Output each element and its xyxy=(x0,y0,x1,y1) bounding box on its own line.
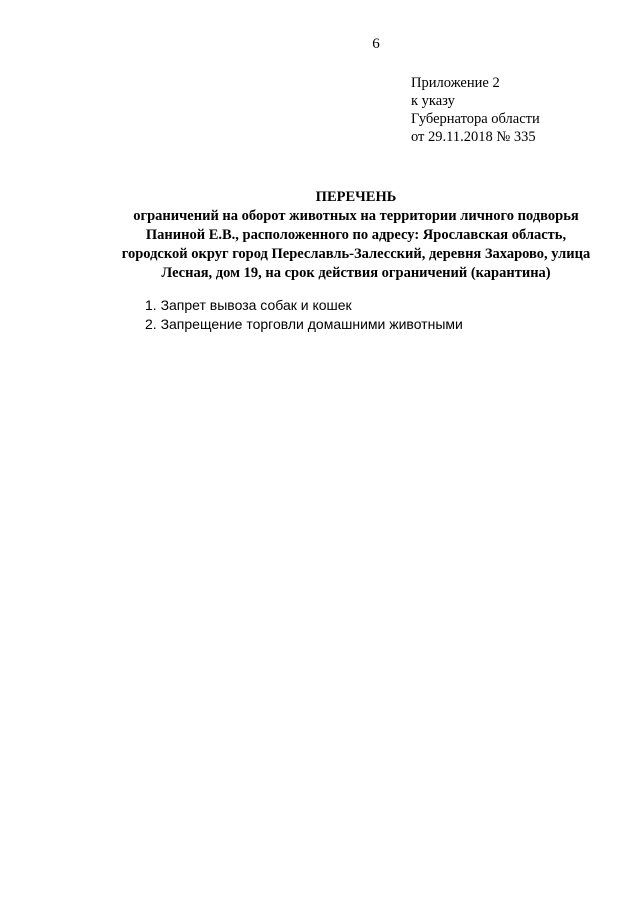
appendix-line: Губернатора области xyxy=(411,111,540,127)
restrictions-list xyxy=(145,296,463,334)
list-item: 2. Запрещение торговли домашними животными xyxy=(145,316,463,332)
appendix-line: от 29.11.2018 № 335 xyxy=(411,129,536,145)
title-subtitle-line: Лесная, дом 19, на срок действия ограничений (карантина) xyxy=(161,265,551,281)
appendix-line: к указу xyxy=(411,93,455,109)
appendix-reference xyxy=(411,74,540,146)
title-subtitle-line: Паниной Е.В., расположенного по адресу: Ярославская область, xyxy=(145,227,567,243)
document-title xyxy=(96,188,616,283)
page-number: 6 xyxy=(372,36,380,52)
appendix-line: Приложение 2 xyxy=(411,75,500,91)
title-subtitle-line: городской округ город Переславль-Залесский, деревня Захарово, улица xyxy=(121,246,591,262)
list-item: 1. Запрет вывоза собак и кошек xyxy=(145,297,352,313)
title-heading: ПЕРЕЧЕНЬ xyxy=(315,189,397,205)
title-subtitle-line: ограничений на оборот животных на территории личного подворья xyxy=(133,208,579,224)
